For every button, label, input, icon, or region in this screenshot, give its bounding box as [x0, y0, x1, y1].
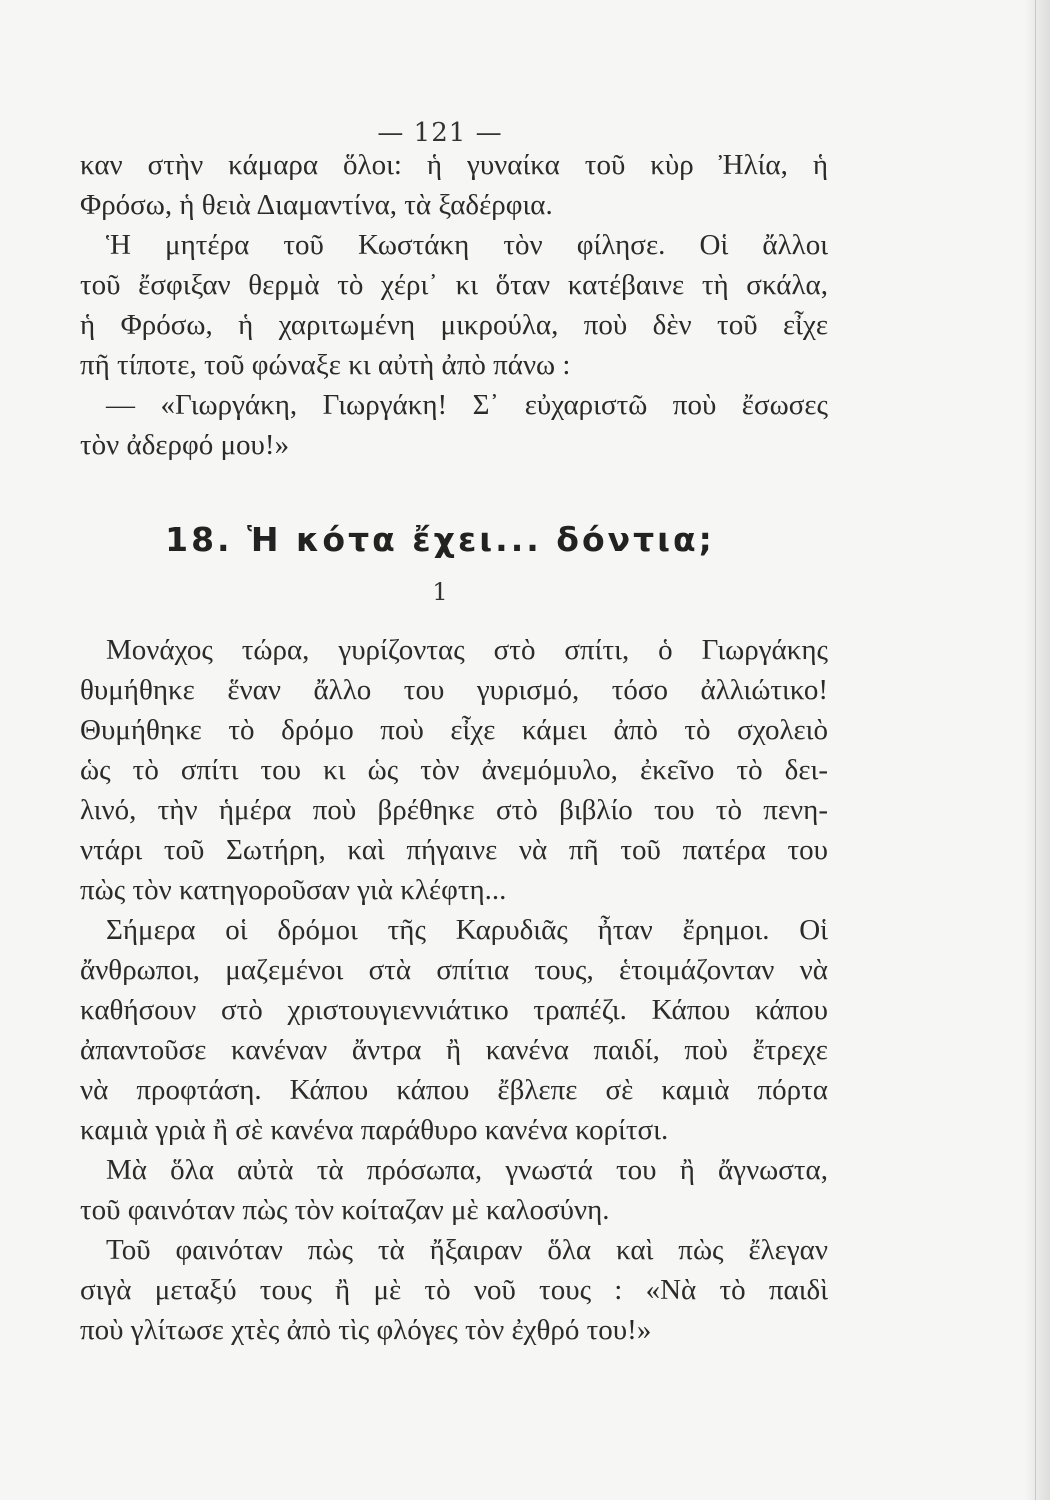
text-line: λινό, τὴν ἡμέρα ποὺ βρέθηκε στὸ βιβλίο του τὸ πενη-: [80, 794, 828, 826]
text-line: Μὰ ὅλα αὐτὰ τὰ πρόσωπα, γνωστά του ἢ ἄγνωστα,: [106, 1154, 828, 1186]
page-number: — 121 —: [377, 118, 503, 148]
text-line: Φρόσω, ἡ θειὰ Διαμαντίνα, τὰ ξαδέρφια.: [80, 189, 553, 221]
text-line: Τοῦ φαινόταν πὼς τὰ ἤξαιραν ὅλα καὶ πὼς ἔλεγαν: [106, 1234, 828, 1266]
text-line: ἄνθρωποι, μαζεμένοι στὰ σπίτια τους, ἑτοιμάζονταν νὰ: [80, 954, 828, 986]
text-line: Σήμερα οἱ δρόμοι τῆς Καρυδιᾶς ἦταν ἔρημοι. Οἱ: [106, 914, 828, 946]
page-edge-line: [1035, 0, 1036, 1500]
section-number: 1: [432, 578, 448, 606]
text-line: Θυμήθηκε τὸ δρόμο ποὺ εἶχε κάμει ἀπὸ τὸ σχολειὸ: [80, 714, 828, 746]
text-line: ποὺ γλίτωσε χτὲς ἀπὸ τὶς φλόγες τὸν ἐχθρό του!»: [80, 1314, 652, 1346]
top-paragraphs: [80, 145, 828, 465]
text-line: πῆ τίποτε, τοῦ φώναξε κι αὐτὴ ἀπὸ πάνω :: [80, 349, 571, 381]
body-paragraphs: [80, 630, 828, 1350]
text-line: σιγὰ μεταξύ τους ἢ μὲ τὸ νοῦ τους : «Νὰ τὸ παιδὶ: [80, 1274, 828, 1306]
page-edge-shadow: [1024, 0, 1050, 1500]
text-line: ἡ Φρόσω, ἡ χαριτωμένη μικρούλα, ποὺ δὲν τοῦ εἶχε: [80, 309, 828, 341]
text-line: τοῦ ἔσφιξαν θερμὰ τὸ χέρι᾽ κι ὅταν κατέβαινε τὴ σκάλα,: [80, 269, 828, 301]
text-line: ντάρι τοῦ Σωτήρη, καὶ πήγαινε νὰ πῆ τοῦ πατέρα του: [80, 834, 828, 866]
text-line: τοῦ φαινόταν πὼς τὸν κοίταζαν μὲ καλοσύνη.: [80, 1194, 610, 1226]
text-line: καμιὰ γριὰ ἢ σὲ κανένα παράθυρο κανένα κορίτσι.: [80, 1114, 669, 1146]
text-line: καθήσουν στὸ χριστουγιεννιάτικο τραπέζι. Κάπου κάπου: [80, 994, 828, 1026]
text-line: Ἡ μητέρα τοῦ Κωστάκη τὸν φίλησε. Οἱ ἄλλοι: [106, 229, 828, 261]
text-line: νὰ προφτάση. Κάπου κάπου ἔβλεπε σὲ καμιὰ πόρτα: [80, 1074, 828, 1106]
text-line: — «Γιωργάκη, Γιωργάκη! Σ᾽ εὐχαριστῶ ποὺ ἔσωσες: [106, 389, 828, 421]
text-line: πὼς τὸν κατηγοροῦσαν γιὰ κλέφτη...: [80, 874, 507, 906]
text-line: ἀπαντοῦσε κανέναν ἄντρα ἢ κανένα παιδί, ποὺ ἔτρεχε: [80, 1034, 828, 1066]
text-line: Μονάχος τώρα, γυρίζοντας στὸ σπίτι, ὁ Γιωργάκης: [106, 634, 828, 666]
chapter-title: 18. Ἡ κότα ἔχει... δόντια;: [165, 520, 715, 559]
text-line: καν στὴν κάμαρα ὅλοι: ἡ γυναίκα τοῦ κὺρ Ἠλία, ἡ: [80, 149, 828, 181]
text-line: ὡς τὸ σπίτι του κι ὡς τὸν ἀνεμόμυλο, ἐκεῖνο τὸ δει-: [80, 754, 828, 786]
text-line: τὸν ἀδερφό μου!»: [80, 429, 290, 461]
text-line: θυμήθηκε ἕναν ἄλλο του γυρισμό, τόσο ἀλλιώτικο!: [80, 674, 828, 706]
